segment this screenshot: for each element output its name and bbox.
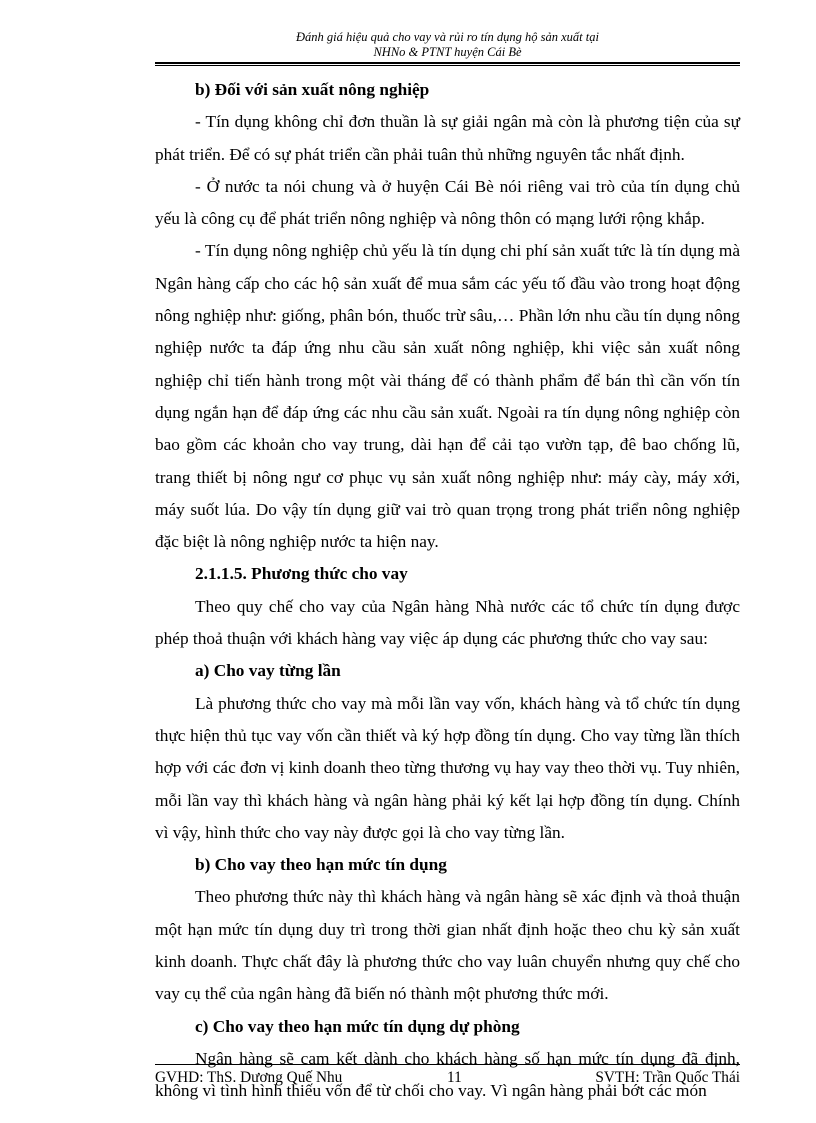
header-rule-thin — [155, 65, 740, 66]
header-rule-thick — [155, 62, 740, 64]
subheading-agriculture: b) Đối với sản xuất nông nghiệp — [195, 80, 430, 99]
document-body — [155, 74, 740, 1108]
section-heading: 2.1.1.5. Phương thức cho vay — [195, 564, 408, 584]
footer-advisor: GVHD: ThS. Dương Quế Nhu — [155, 1069, 343, 1086]
page-header — [155, 30, 740, 60]
paragraph: - Tín dụng không chỉ đơn thuần là sự giải ngân mà còn là phương tiện của sự phát triển. Để có sự phát triển cần phải tuân thủ những nguyên tắc nhất định. — [155, 112, 740, 164]
page-number: 11 — [447, 1069, 462, 1086]
footer-rule — [155, 1064, 740, 1065]
subheading-standby-credit: c) Cho vay theo hạn mức tín dụng dự phòng — [195, 1016, 520, 1036]
paragraph: Theo phương thức này thì khách hàng và ngân hàng sẽ xác định và thoả thuận một hạn mức tín dụng duy trì trong thời gian nhất định hoặc theo chu kỳ sản xuất kinh doanh. Thực chất đây là phương thức cho vay luân chuyển nhưng quy chế cho vay cụ thể của ngân hàng đã biến nó thành một phương thức mới. — [155, 887, 740, 1004]
paragraph: Theo quy chế cho vay của Ngân hàng Nhà nước các tổ chức tín dụng được phép thoả thuận với khách hàng vay việc áp dụng các phương thức cho vay sau: — [155, 596, 740, 649]
footer-student: SVTH: Trần Quốc Thái — [595, 1069, 740, 1086]
paragraph: Là phương thức cho vay mà mỗi lần vay vốn, khách hàng và tổ chức tín dụng thực hiện thủ tục vay vốn cần thiết và ký hợp đồng tín dụng. Cho vay từng lần thích hợp với các đơn vị kinh doanh theo từng thương vụ hay vay theo thời vụ. Tuy nhiên, mỗi lần vay thì khách hàng và ngân hàng phải ký kết lại hợp đồng tín dụng. Chính vì vậy, hình thức cho vay này được gọi là cho vay từng lần. — [155, 693, 740, 842]
paragraph: - Ở nước ta nói chung và ở huyện Cái Bè nói riêng vai trò của tín dụng chủ yếu là công cụ để phát triển nông nghiệp và nông thôn có mạng lưới rộng khắp. — [155, 176, 740, 229]
header-line-1: Đánh giá hiệu quả cho vay và rủi ro tín dụng hộ sản xuất tại — [296, 30, 599, 44]
subheading-per-loan: a) Cho vay từng lần — [195, 661, 341, 681]
header-line-2: NHNo & PTNT huyện Cái Bè — [373, 45, 522, 59]
paragraph: Ngân hàng sẽ cam kết dành cho khách hàng số hạn mức tín dụng đã định, không vì tình hình thiếu vốn để từ chối cho vay. Vì ngân hàng phải bớt các món — [155, 1048, 740, 1101]
paragraph: - Tín dụng nông nghiệp chủ yếu là tín dụng chi phí sản xuất tức là tín dụng mà Ngân hàng cấp cho các hộ sản xuất để mua sắm các yếu tố đầu vào trong hoạt động nông nghiệp như: giống, phân bón, thuốc trừ sâu,… Phần lớn nhu cầu tín dụng nông nghiệp nước ta đáp ứng nhu cầu sản xuất nông nghiệp, khi việc sản xuất nông nghiệp chỉ tiến hành trong một vài tháng để có thành phẩm để bán thì cần vốn tín dụng ngắn hạn để đáp ứng các nhu cầu sản xuất. Ngoài ra tín dụng nông nghiệp còn bao gồm các khoản cho vay trung, dài hạn để cải tạo vườn tạp, đê bao chống lũ, trang thiết bị nông ngư cơ phục vụ sản xuất nông nghiệp như: máy cày, máy xới, máy suốt lúa. Do vậy tín dụng giữ vai trò quan trọng trong phát triển nông nghiệp đặc biệt là nông nghiệp nước ta hiện nay. — [155, 241, 740, 552]
subheading-credit-limit: b) Cho vay theo hạn mức tín dụng — [195, 855, 447, 875]
